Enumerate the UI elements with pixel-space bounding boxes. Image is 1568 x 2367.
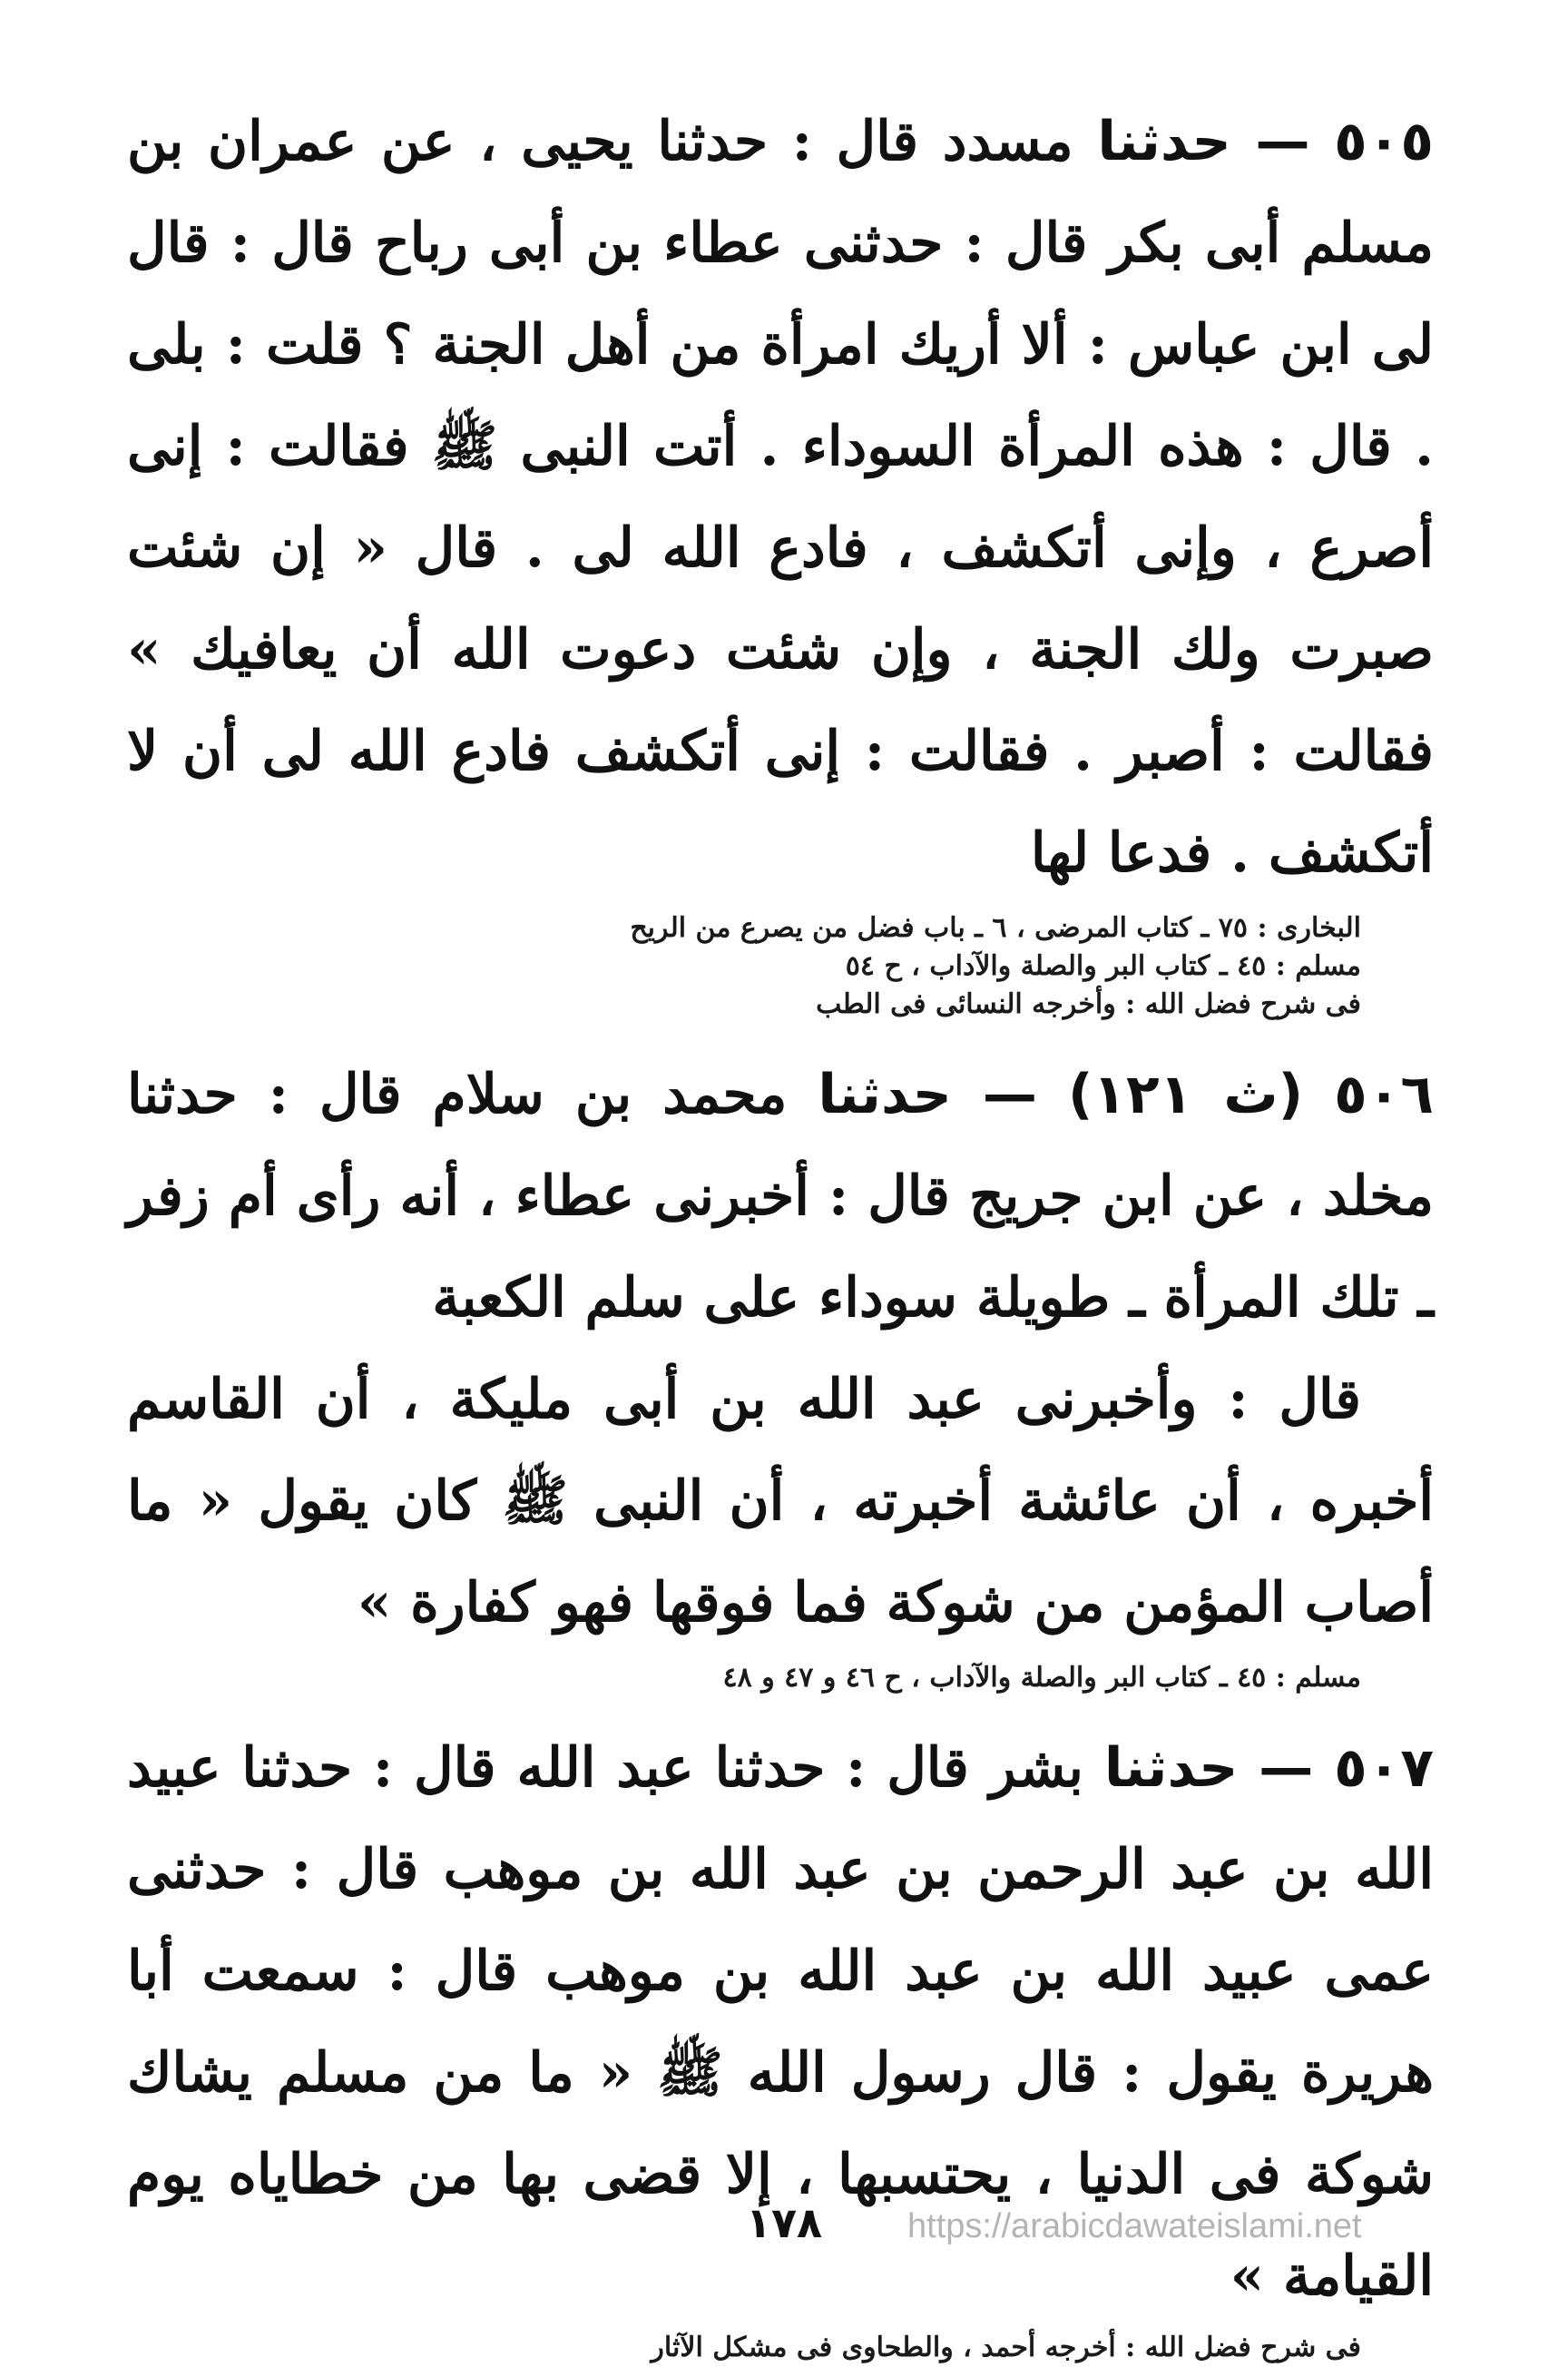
- hadith-506: [127, 1044, 1434, 1349]
- hadith-507-references: [127, 2329, 1361, 2367]
- reference-line: فى شرح فضل الله : وأخرجه النسائى فى الطب: [816, 988, 1361, 1020]
- hadith-505-references: [127, 909, 1361, 1024]
- hadith-505-number: ٥٠٥ — حدثنا: [1097, 110, 1435, 173]
- hadith-506-text: محمد بن سلام قال : حدثنا مخلد ، عن ابن جريج قال : أخبرنى عطاء ، أنه رأى أم زفر ـ تلك المرأة ـ طويلة سوداء على سلم الكعبة: [127, 1063, 1434, 1330]
- reference-line: فى شرح فضل الله : أخرجه أحمد ، والطحاوى فى مشكل الآثار: [651, 2332, 1361, 2363]
- watermark-url: https://arabicdawateislami.net: [907, 2207, 1362, 2245]
- reference-line: مسلم : ٤٥ ـ كتاب البر والصلة والآداب ، ح ٤٦ و ٤٧ و ٤٨: [722, 1662, 1361, 1694]
- hadith-506-references: [127, 1659, 1361, 1697]
- hadith-506-continuation: [127, 1349, 1434, 1654]
- hadith-507-text: بشر قال : حدثنا عبد الله قال : حدثنا عبيد الله بن عبد الرحمن بن عبد الله بن موهب قال : حدثنى عمى عبيد الله بن عبد الله بن موهب قال : سمعت أبا هريرة يقول : قال رسول الله ﷺ « ما من مسلم يشاك شوكة فى الدنيا ، يحتسبها ، إلا قضى بها من خطاياه يوم القيامة »: [127, 1736, 1434, 2308]
- hadith-506-number: ٥٠٦ (ث ١٢١) — حدثنا: [818, 1063, 1434, 1126]
- hadith-505-text: مسدد قال : حدثنا يحيى ، عن عمران بن مسلم أبى بكر قال : حدثنى عطاء بن أبى رباح قال : قال لى ابن عباس : ألا أريك امرأة من أهل الجنة ؟ قلت : بلى . قال : هذه المرأة السوداء . أتت النبى ﷺ فقالت : إنى أصرع ، وإنى أتكشف ، فادع الله لى . قال « إن شئت صبرت ولك الجنة ، وإن شئت دعوت الله أن يعافيك » فقالت : أصبر . فقالت : إنى أتكشف فادع الله لى أن لا أتكشف . فدعا لها: [127, 110, 1435, 885]
- hadith-505: [127, 91, 1434, 904]
- reference-line: مسلم : ٤٥ ـ كتاب البر والصلة والآداب ، ح ٥٤: [845, 950, 1361, 982]
- reference-line: البخارى : ٧٥ ـ كتاب المرضى ، ٦ ـ باب فضل من يصرع من الريح: [630, 912, 1361, 944]
- page-number: ١٧٨: [745, 2198, 823, 2247]
- hadith-506-text-2: قال : وأخبرنى عبد الله بن أبى مليكة ، أن القاسم أخبره ، أن عائشة أخبرته ، أن النبى ﷺ كان يقول « ما أصاب المؤمن من شوكة فما فوقها فهو كفارة »: [127, 1368, 1434, 1635]
- hadith-507-number: ٥٠٧ — حدثنا: [1103, 1736, 1435, 1800]
